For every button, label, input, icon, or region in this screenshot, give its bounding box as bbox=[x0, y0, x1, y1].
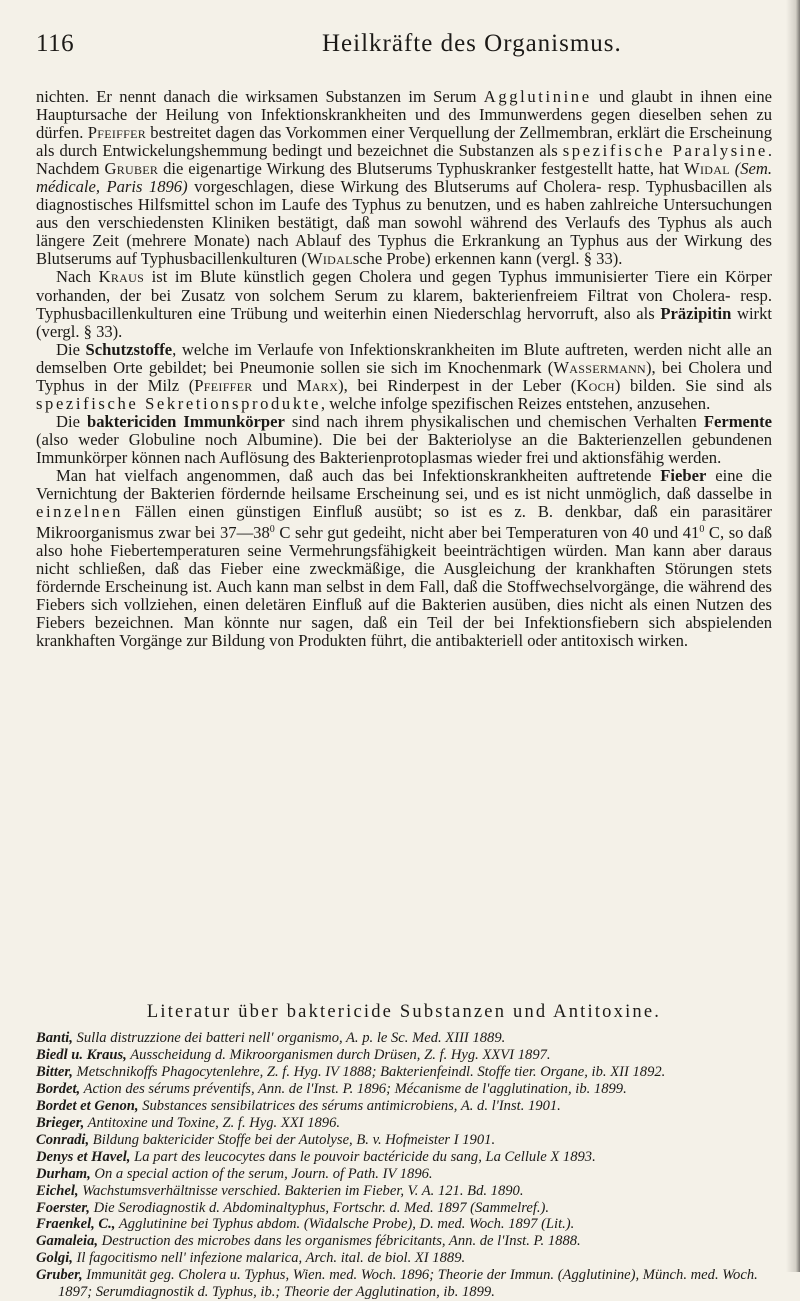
entry-author: Banti, bbox=[36, 1030, 73, 1046]
entry-text: On a special action of the serum, Journ. of Path. IV 1896. bbox=[90, 1165, 433, 1182]
entry-author: Gruber, bbox=[36, 1267, 83, 1284]
spaced-term: spezifische Paralysine bbox=[562, 141, 768, 161]
running-head: Heilkräfte des Organismus. bbox=[322, 30, 622, 57]
paragraph-agglutinine bbox=[36, 88, 772, 268]
page-edge-shadow bbox=[786, 0, 800, 1272]
entry-author: Brieger, bbox=[36, 1114, 85, 1131]
spaced-term: einzelnen bbox=[36, 502, 123, 522]
literature-entry bbox=[36, 1166, 772, 1183]
literature-entry bbox=[36, 1098, 772, 1115]
entry-text: Metschnikoffs Phagocytenlehre, Z. f. Hyg. IV 1888; Bakterienfeindl. Stoffe tier. Organe, ib. XII 1892. bbox=[72, 1063, 666, 1080]
entry-text: Substances sensibilatrices des sérums antimicrobiens, A. d. l'Inst. 1901. bbox=[138, 1097, 561, 1114]
text-run: ), bei Cholera und Typhus in der Milz ( bbox=[36, 357, 772, 395]
entry-author: Gamaleia, bbox=[36, 1233, 99, 1250]
entry-text: Il fagocitismo nell' infezione malarica, Arch. ital. de biol. XI 1889. bbox=[72, 1250, 466, 1267]
text-run: Die bbox=[56, 339, 86, 359]
paragraph-immunkoerper bbox=[36, 413, 772, 467]
literature-entry bbox=[36, 1064, 772, 1081]
entry-author: Durham, bbox=[36, 1165, 91, 1182]
bold-term: Fermente bbox=[703, 411, 773, 431]
entry-text: Agglutinine bei Typhus abdom. (Widalsche Probe), D. med. Woch. 1897 (Lit.). bbox=[115, 1216, 575, 1233]
entry-text: Action des sérums préventifs, Ann. de l'Inst. P. 1896; Mécanisme de l'agglutination, ib. 1899. bbox=[80, 1080, 627, 1097]
entry-author: Bordet, bbox=[36, 1080, 81, 1097]
main-text bbox=[36, 88, 772, 650]
entry-author: Biedl u. Kraus, bbox=[36, 1046, 127, 1063]
literature-entry bbox=[36, 1250, 772, 1267]
author-name: Widal bbox=[684, 159, 730, 179]
author-name: Gruber bbox=[104, 159, 159, 179]
page-number: 116 bbox=[36, 30, 75, 57]
bold-term: baktericiden Immunkörper bbox=[86, 411, 285, 431]
literature-entry bbox=[36, 1149, 772, 1166]
entry-text: Wachstumsverhältnisse verschied. Bakterien im Fieber, V. A. 121. Bd. 1890. bbox=[78, 1182, 524, 1199]
text-run: , welche im Verlaufe von Infektionskrankheiten im Blute auftreten, werden nicht alle an demselben Orte gebildet; bei Pneumonie sollen sie sich im Knochenmark ( bbox=[36, 339, 772, 377]
paragraph-praezipitin bbox=[36, 268, 772, 340]
entry-author: Foerster, bbox=[36, 1199, 90, 1216]
text-run: und bbox=[252, 375, 297, 395]
bold-term: Präzipitin bbox=[660, 303, 732, 323]
literature-entry bbox=[36, 1047, 772, 1064]
author-name: Pfeiffer bbox=[194, 375, 253, 395]
text-run: C sehr gut gedeiht, nicht aber bei Temperaturen von 40 und 41 bbox=[274, 523, 700, 543]
entry-author: Denys et Havel, bbox=[36, 1148, 131, 1165]
entry-author: Eichel, bbox=[36, 1182, 79, 1199]
bold-term: Fieber bbox=[660, 465, 707, 485]
entry-author: Bitter, bbox=[36, 1063, 73, 1080]
entry-text: Die Serodiagnostik d. Abdominaltyphus, Fortschr. d. Med. 1897 (Sammelref.). bbox=[89, 1199, 550, 1216]
degree-sign: 0 bbox=[699, 524, 705, 536]
degree-sign: 0 bbox=[269, 524, 275, 536]
author-name: Koch bbox=[576, 375, 615, 395]
author-name: Wassermann bbox=[553, 357, 647, 377]
entry-text: Ausscheidung d. Mikroorganismen durch Drüsen, Z. f. Hyg. XXVI 1897. bbox=[126, 1046, 551, 1063]
text-run: sind nach ihrem physikalischen und chemischen Verhalten bbox=[284, 411, 704, 431]
literature-list bbox=[36, 1030, 772, 1301]
paragraph-schutzstoffe bbox=[36, 341, 772, 413]
text-run: C, so daß also hohe Fiebertemperaturen seine Vermehrungsfähigkeit beeinträchtigen würden. Man kann aber daraus nicht schließen, daß das Fieber eine zweckmäßige, die Ausgleichung der krankhaften Störungen stets fördernde Erscheinung ist. Auch kann man selbst in dem Fall, daß die Stoffwechselvorgänge, die während des Fiebers sich vollziehen, einen deletären Einfluß auf die Bakterien ausüben, dies nicht als einen Nutzen des Fiebers bezeichnen. Man könnte nur sagen, daß ein Teil der bei Infektionsfiebern sich abspielenden krankhaften Vorgänge zur Bildung von Produkten führt, die antibakteriell oder antitoxisch wirken. bbox=[36, 523, 773, 651]
spaced-term: Agglutinine bbox=[483, 87, 592, 106]
literature-entry bbox=[36, 1267, 772, 1301]
literature-entry bbox=[36, 1115, 772, 1132]
literature-entry bbox=[36, 1081, 772, 1098]
author-name: Widal bbox=[306, 249, 353, 269]
text-run: Man hat vielfach angenommen, daß auch das bei Infektionskrankheiten auftretende bbox=[56, 465, 661, 485]
text-run: Nach bbox=[56, 267, 99, 287]
text-run: wirkt (vergl. § 33). bbox=[36, 303, 772, 341]
entry-text: La part des leucocytes dans le pouvoir bactéricide du sang, La Cellule X 1893. bbox=[130, 1148, 596, 1165]
text-run: und glaubt in ihnen eine Hauptursache der Heilung von Infektionskrankheiten und des Immunwerdens gegen dieselben sehen zu dürfen. bbox=[36, 87, 772, 143]
text-run: ), bei Rinderpest in der Leber ( bbox=[338, 375, 577, 395]
author-name: Pfeiffer bbox=[87, 123, 147, 143]
bold-term: Schutzstoffe bbox=[85, 339, 173, 359]
entry-author: Golgi, bbox=[36, 1250, 73, 1267]
entry-text: Antitoxine und Toxine, Z. f. Hyg. XXI 1896. bbox=[84, 1114, 341, 1131]
entry-author: Conradi, bbox=[36, 1131, 90, 1148]
literature-entry bbox=[36, 1030, 772, 1047]
spaced-term: spezifische Sekretionsprodukte bbox=[36, 393, 321, 413]
text-run: Fällen einen günstigen Einfluß ausübt; so ist es z. B. denkbar, daß ein parasitärer Mikroorganismus zwar bei 37—38 bbox=[36, 502, 772, 543]
entry-text: Immunität geg. Cholera u. Typhus, Wien. med. Woch. 1896; Theorie der Immun. (Agglutinine), Münch. med. Woch. 1897; Serumdiagnostik d. Typhus, ib.; Theorie der Agglutination, ib. 1899. bbox=[58, 1267, 758, 1301]
text-run: bestreitet dagen das Vorkommen einer Verquellung der Zellmembran, erklärt die Erscheinung als durch Entwickelungshemmung bedingt und bezeichnet die Substanzen als bbox=[36, 123, 772, 161]
literature-entry bbox=[36, 1183, 772, 1200]
text-run: sche Probe) erkennen kann (vergl. § 33). bbox=[352, 249, 623, 269]
entry-text: Sulla distruzzione dei batteri nell' organismo, A. p. le Sc. Med. XIII 1889. bbox=[72, 1030, 506, 1046]
literature-entry bbox=[36, 1233, 772, 1250]
text-run: . Nachdem bbox=[36, 141, 772, 179]
literature-entry bbox=[36, 1216, 772, 1233]
entry-text: Bildung baktericider Stoffe bei der Autolyse, B. v. Hofmeister I 1901. bbox=[89, 1131, 496, 1148]
author-name: Marx bbox=[296, 375, 339, 395]
text-run: ) bilden. Sie sind als bbox=[614, 375, 773, 395]
author-name: Kraus bbox=[98, 267, 145, 287]
text-run: vorgeschlagen, diese Wirkung des Blutserums auf Cholera- resp. Typhusbacillen als diagnostisches Hilfsmittel schon im Laufe des Typhus zu benutzen, und es haben zahlreiche Untersuchungen aus den verschiedensten Kliniken bestätigt, daß man sowohl während des Verlaufs des Typhus als auch längere Zeit (mehrere Monate) nach Ablauf des Typhus die Erkrankung an Typhus aus der Wirkung des Blutserums auf Typhusbacillenkulturen ( bbox=[36, 177, 772, 269]
entry-author: Bordet et Genon, bbox=[36, 1097, 139, 1114]
entry-author: Fraenkel, C., bbox=[36, 1216, 116, 1233]
text-run: eine die Vernichtung der Bakterien fördernde heilsame Erscheinung sei, und es ist nicht unmöglich, daß dasselbe in bbox=[36, 465, 772, 504]
page-header bbox=[36, 18, 776, 66]
literature-entry bbox=[36, 1132, 772, 1149]
literature-heading: Literatur über baktericide Substanzen und Antitoxine. bbox=[146, 1002, 662, 1022]
paragraph-fieber bbox=[36, 467, 772, 650]
text-run: die eigenartige Wirkung des Blutserums Typhuskranker festgestellt hatte, hat bbox=[158, 159, 684, 179]
literature-entry bbox=[36, 1200, 772, 1217]
text-run: nichten. Er nennt danach die wirksamen Substanzen im Serum bbox=[36, 87, 484, 106]
text-run: , welche infolge spezifischen Reizes entstehen, anzusehen. bbox=[320, 393, 711, 413]
entry-text: Destruction des microbes dans les organismes fébricitants, Ann. de l'Inst. P. 1888. bbox=[98, 1233, 581, 1250]
text-run: (also weder Globuline noch Albumine). Die bei der Bakteriolyse an die Bakterienzellen gebundenen Immunkörper können nach Auflösung des Bakterienprotoplasmas wieder frei und aktionsfähig werden. bbox=[36, 429, 772, 467]
citation: (Sem. médicale, Paris 1896) bbox=[36, 159, 773, 197]
text-run: Die bbox=[56, 411, 87, 431]
text-run: ist im Blute künstlich gegen Cholera und gegen Typhus immunisierter Tiere ein Körper vorhanden, der bei Zusatz von solchem Serum zu klarem, bakterienfreiem Filtrat von Cholera- resp. Typhusbacillenkulturen eine Trübung und weiterhin einen Niederschlag hervorruft, also als bbox=[36, 267, 772, 323]
